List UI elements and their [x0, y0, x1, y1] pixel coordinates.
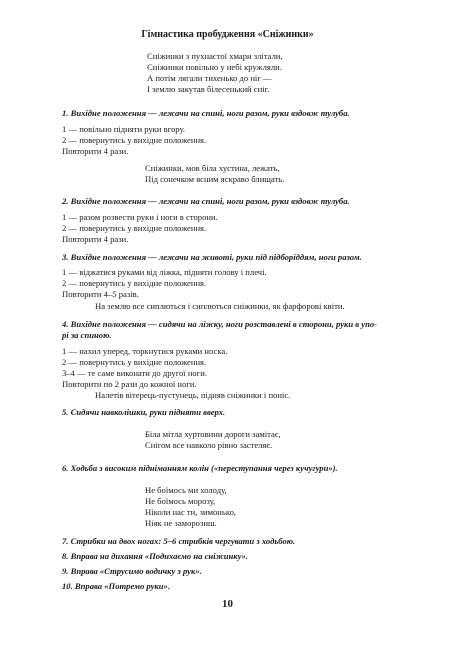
instruction-line: 1 — повільно підняти руки вгору. [62, 124, 186, 134]
instruction-line: Повторити 4–5 разів. [62, 289, 139, 299]
instruction-line: Повторити 4 рази. [62, 146, 129, 156]
poem-line: Не боїмось морозу, [145, 496, 216, 506]
instruction-line: Повторити 4 рази. [62, 234, 129, 244]
exercise-8: 8. Вправа на дихання «Подихаємо на сніжинку». [62, 551, 248, 561]
instruction-line: 2 — повернутись у вихідне положення. [62, 223, 207, 233]
poem-line: Снігом все навколо рівно застеляє. [145, 440, 273, 450]
instruction-line: 2 — повернутись у вихідне положення. [62, 357, 207, 367]
poem-line: А потім лягали тихенько до ніг — [147, 73, 272, 83]
poem-line: Не боїмось ми холоду, [145, 485, 227, 495]
poem-line: Ніяк не заморозиш. [145, 518, 217, 528]
instruction-line: 2 — повернутись у вихідне положення. [62, 278, 207, 288]
exercise-7: 7. Стрибки на двох ногах: 5–6 стрибків чергувати з ходьбою. [62, 536, 296, 546]
verse-line: На землю все сиплються і сиплються сніжинки, як фарфорові квіти. [95, 301, 345, 311]
poem-line: Сніжинки з пухнастої хмари злітали, [147, 51, 283, 61]
poem-line: Сніжинки повільно у небі кружляли. [147, 62, 282, 72]
exercise-6-heading: 6. Ходьба з високим підніманням колін («переступання через кучугури»). [62, 463, 338, 473]
exercise-4-heading: 4. Вихідне положення — сидячи на ліжку, ноги розставлені в сторони, руки в упо- [62, 319, 378, 329]
instruction-line: 1 — нахил уперед, торкнутися руками носка. [62, 346, 228, 356]
poem-line: Біла мітла хуртовини дороги замітає, [145, 429, 281, 439]
poem-line: Під сонечком ясним яскраво блищать. [145, 174, 285, 184]
exercise-9: 9. Вправа «Струсимо водичку з рук». [62, 566, 202, 576]
verse-line: Налетів вітерець-пустунець, підняв сніжинки і поніс. [95, 390, 291, 400]
page-number: 10 [222, 598, 233, 610]
exercise-2-heading: 2. Вихідне положення — лежачи на спині, ноги разом, руки вздовж тулуба. [62, 196, 350, 206]
instruction-line: 1 — віджатися руками від ліжка, підняти голову і плечі. [62, 267, 267, 277]
page-title: Гімнастика пробудження «Сніжинки» [141, 29, 314, 40]
exercise-4-heading-cont: рі за спиною. [62, 330, 112, 340]
poem-line: Ніколи нас ти, зимонько, [145, 507, 237, 517]
exercise-5-heading: 5. Сидячи навколішки, руки підняти вверх. [62, 407, 226, 417]
exercise-10: 10. Вправа «Потремо руки». [62, 581, 170, 591]
instruction-line: 3–4 — те саме виконати до другої ноги. [62, 368, 208, 378]
exercise-1-heading: 1. Вихідне положення — лежачи на спині, ноги разом, руки вздовж тулуба. [62, 108, 350, 118]
exercise-3-heading: 3. Вихідне положення — лежачи на животі, руки під підборіддям, ноги разом. [62, 252, 362, 262]
instruction-line: Повторити по 2 рази до кожної ноги. [62, 379, 197, 389]
poem-line: Сніжинки, мов біла хустина, лежать, [145, 163, 280, 173]
poem-line: І землю закутав білесенький сніг. [147, 84, 270, 94]
instruction-line: 2 — повернутись у вихідне положення. [62, 135, 207, 145]
instruction-line: 1 — разом розвести руки і ноги в сторони. [62, 212, 218, 222]
